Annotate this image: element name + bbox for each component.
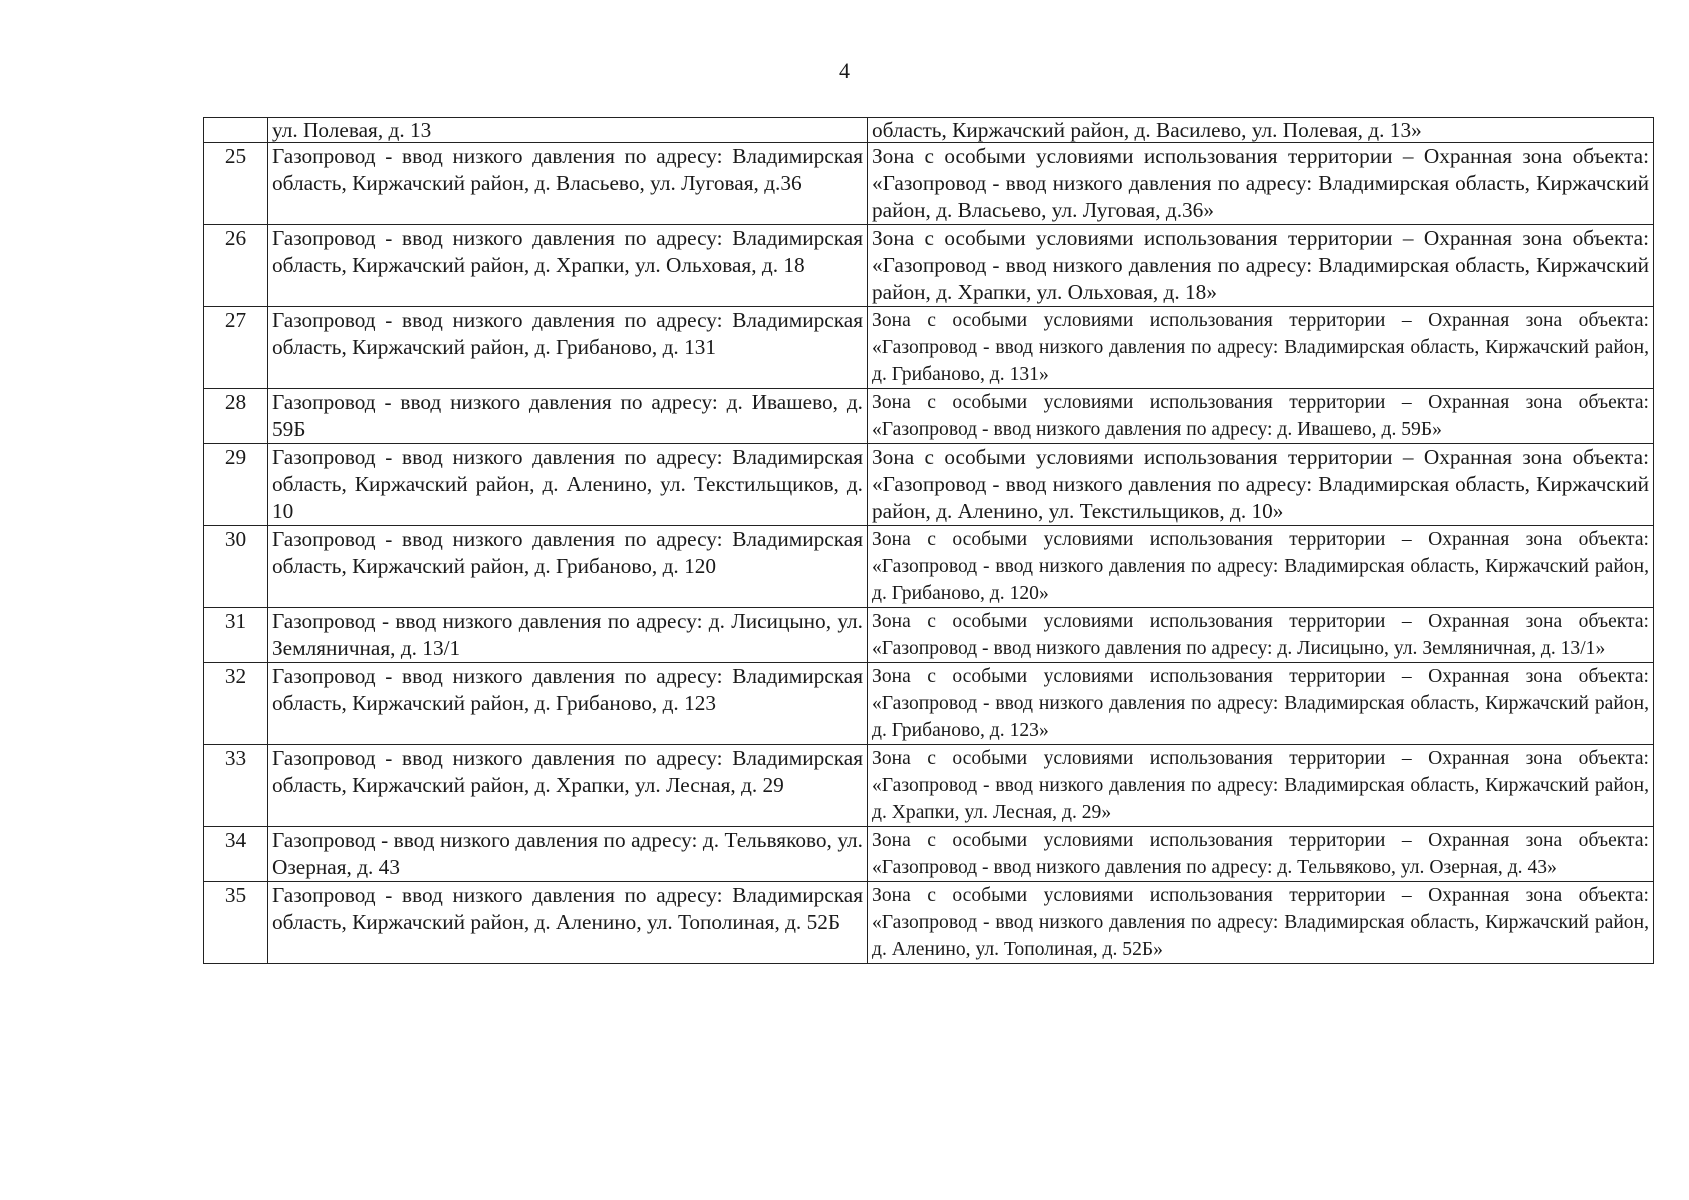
zone-description: Зона с особыми условиями использования территории – Охранная зона объекта: «Газопровод - ввод низкого давления по адресу: д. Тельвяково, ул. Озерная, д. 43» <box>868 827 1654 882</box>
row-number <box>204 118 268 143</box>
row-number: 32 <box>204 663 268 745</box>
object-description: Газопровод - ввод низкого давления по адресу: Владимирская область, Киржачский район, д. Власьево, ул. Луговая, д.36 <box>268 143 868 225</box>
table-row <box>204 745 1654 827</box>
object-description: Газопровод - ввод низкого давления по адресу: Владимирская область, Киржачский район, д. Аленино, ул. Тополиная, д. 52Б <box>268 882 868 964</box>
object-description: Газопровод - ввод низкого давления по адресу: Владимирская область, Киржачский район, д. Аленино, ул. Текстильщиков, д. 10 <box>268 444 868 526</box>
object-description: Газопровод - ввод низкого давления по адресу: д. Ивашево, д. 59Б <box>268 389 868 444</box>
zone-description: Зона с особыми условиями использования территории – Охранная зона объекта: «Газопровод - ввод низкого давления по адресу: Владимирская область, Киржачский район, д. Аленино, ул. Тополиная, д. 52Б» <box>868 882 1654 964</box>
table-row <box>204 225 1654 307</box>
object-description: Газопровод - ввод низкого давления по адресу: Владимирская область, Киржачский район, д. Грибаново, д. 123 <box>268 663 868 745</box>
zone-description: Зона с особыми условиями использования территории – Охранная зона объекта: «Газопровод - ввод низкого давления по адресу: Владимирская область, Киржачский район, д. Храпки, ул. Ольховая, д. 18» <box>868 225 1654 307</box>
registry-table <box>203 117 1654 964</box>
object-description: Газопровод - ввод низкого давления по адресу: д. Тельвяково, ул. Озерная, д. 43 <box>268 827 868 882</box>
zone-description: Зона с особыми условиями использования территории – Охранная зона объекта: «Газопровод - ввод низкого давления по адресу: Владимирская область, Киржачский район, д. Храпки, ул. Лесная, д. 29» <box>868 745 1654 827</box>
zone-description: Зона с особыми условиями использования территории – Охранная зона объекта: «Газопровод - ввод низкого давления по адресу: Владимирская область, Киржачский район, д. Грибаново, д. 120» <box>868 526 1654 608</box>
zone-description: область, Киржачский район, д. Василево, ул. Полевая, д. 13» <box>868 118 1654 143</box>
table-row <box>204 663 1654 745</box>
table-row <box>204 526 1654 608</box>
table-row <box>204 882 1654 964</box>
object-description: Газопровод - ввод низкого давления по адресу: Владимирская область, Киржачский район, д. Храпки, ул. Ольховая, д. 18 <box>268 225 868 307</box>
page-number: 4 <box>839 58 850 83</box>
object-description: ул. Полевая, д. 13 <box>268 118 868 143</box>
table-row <box>204 389 1654 444</box>
row-number: 28 <box>204 389 268 444</box>
object-description: Газопровод - ввод низкого давления по адресу: Владимирская область, Киржачский район, д. Грибаново, д. 131 <box>268 307 868 389</box>
table-row <box>204 444 1654 526</box>
zone-description: Зона с особыми условиями использования территории – Охранная зона объекта: «Газопровод - ввод низкого давления по адресу: Владимирская область, Киржачский район, д. Власьево, ул. Луговая, д.36» <box>868 143 1654 225</box>
row-number: 25 <box>204 143 268 225</box>
object-description: Газопровод - ввод низкого давления по адресу: Владимирская область, Киржачский район, д. Грибаново, д. 120 <box>268 526 868 608</box>
row-number: 30 <box>204 526 268 608</box>
table-row <box>204 143 1654 225</box>
row-number: 31 <box>204 608 268 663</box>
table-row <box>204 118 1654 143</box>
table-row <box>204 608 1654 663</box>
row-number: 34 <box>204 827 268 882</box>
row-number: 27 <box>204 307 268 389</box>
row-number: 29 <box>204 444 268 526</box>
zone-description: Зона с особыми условиями использования территории – Охранная зона объекта: «Газопровод - ввод низкого давления по адресу: Владимирская область, Киржачский район, д. Грибаново, д. 123» <box>868 663 1654 745</box>
table-row <box>204 827 1654 882</box>
zone-description: Зона с особыми условиями использования территории – Охранная зона объекта: «Газопровод - ввод низкого давления по адресу: д. Ивашево, д. 59Б» <box>868 389 1654 444</box>
zone-description: Зона с особыми условиями использования территории – Охранная зона объекта: «Газопровод - ввод низкого давления по адресу: Владимирская область, Киржачский район, д. Аленино, ул. Текстильщиков, д. 10» <box>868 444 1654 526</box>
row-number: 33 <box>204 745 268 827</box>
object-description: Газопровод - ввод низкого давления по адресу: Владимирская область, Киржачский район, д. Храпки, ул. Лесная, д. 29 <box>268 745 868 827</box>
zone-description: Зона с особыми условиями использования территории – Охранная зона объекта: «Газопровод - ввод низкого давления по адресу: Владимирская область, Киржачский район, д. Грибаново, д. 131» <box>868 307 1654 389</box>
table-row <box>204 307 1654 389</box>
row-number: 35 <box>204 882 268 964</box>
zone-description: Зона с особыми условиями использования территории – Охранная зона объекта: «Газопровод - ввод низкого давления по адресу: д. Лисицыно, ул. Земляничная, д. 13/1» <box>868 608 1654 663</box>
object-description: Газопровод - ввод низкого давления по адресу: д. Лисицыно, ул. Земляничная, д. 13/1 <box>268 608 868 663</box>
row-number: 26 <box>204 225 268 307</box>
